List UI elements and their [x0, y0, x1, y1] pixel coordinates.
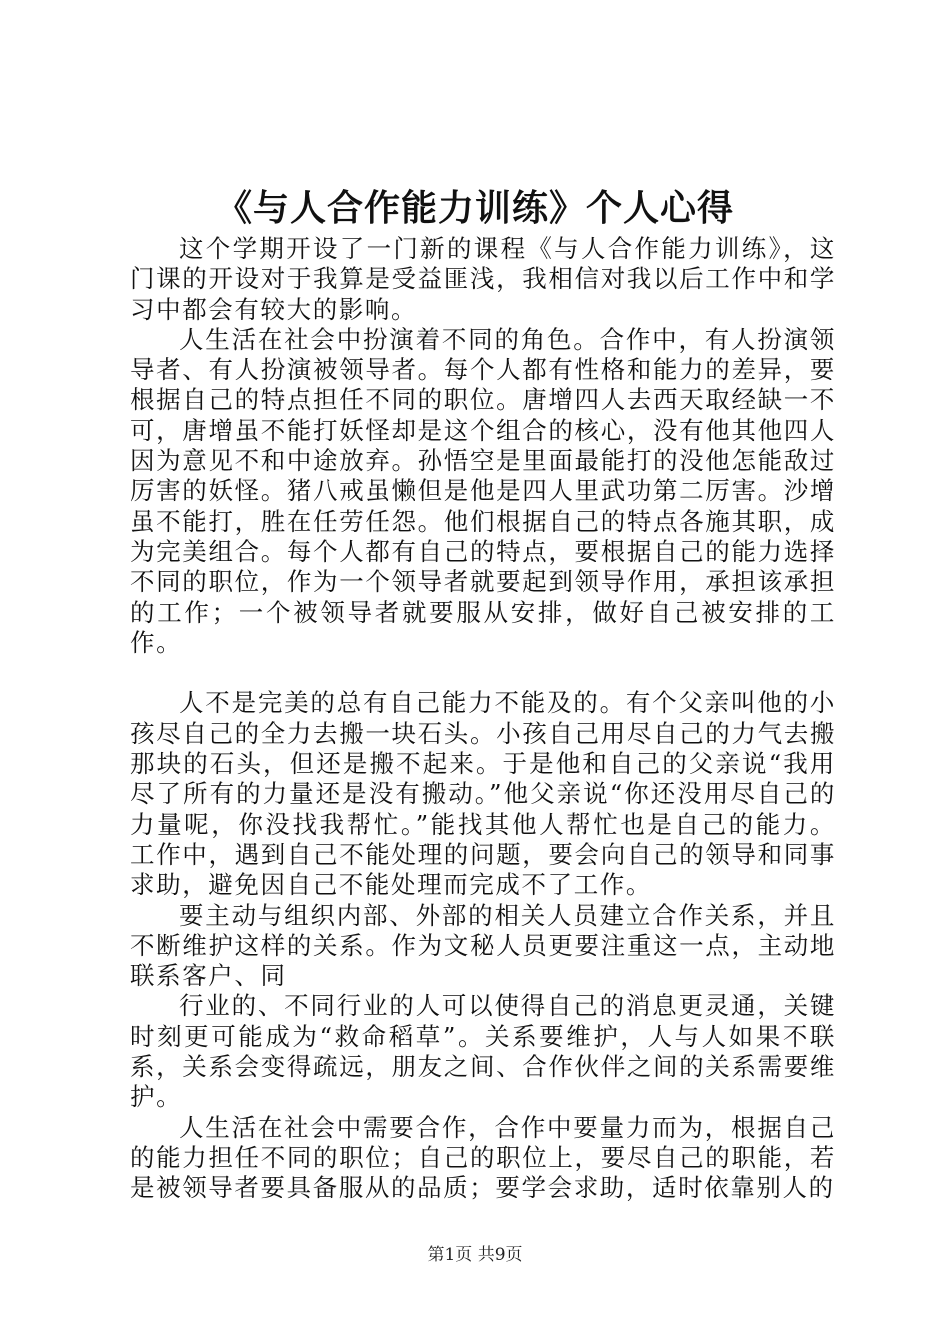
paragraph: 要主动与组织内部、外部的相关人员建立合作关系，并且不断维护这样的关系。作为文秘人员更要注重这一点，主动地联系客户、同	[130, 900, 836, 991]
paragraph: 人生活在社会中扮演着不同的角色。合作中，有人扮演领导者、有人扮演被领导者。每个人都有性格和能力的差异，要根据自己的特点担任不同的职位。唐增四人去西天取经缺一不可，唐增虽不能打妖怪却是这个组合的核心，没有他其他四人因为意见不和中途放弃。孙悟空是里面最能打的没他怎能敌过厉害的妖怪。猪八戒虽懒但是他是四人里武功第二厉害。沙增虽不能打，胜在任劳任怨。他们根据自己的特点各施其职，成为完美组合。每个人都有自己的特点，要根据自己的能力选择不同的职位，作为一个领导者就要起到领导作用，承担该承担的工作；一个被领导者就要服从安排，做好自己被安排的工作。	[130, 324, 836, 657]
paragraph: 这个学期开设了一门新的课程《与人合作能力训练》，这门课的开设对于我算是受益匪浅，我相信对我以后工作中和学习中都会有较大的影响。	[130, 234, 836, 324]
page-number-footer: 第1页 共9页	[427, 1245, 523, 1265]
document-body	[130, 234, 836, 1204]
paragraph: 人不是完美的总有自己能力不能及的。有个父亲叫他的小孩尽自己的全力去搬一块石头。小孩自己用尽自己的力气去搬那块的石头，但还是搬不起来。于是他和自己的父亲说“我用尽了所有的力量还是没有搬动。”他父亲说“你还没用尽自己的力量呢，你没找我帮忙。”能找其他人帮忙也是自己的能力。工作中，遇到自己不能处理的问题，要会向自己的领导和同事求助，避免因自己不能处理而完成不了工作。	[130, 688, 836, 900]
paragraph: 人生活在社会中需要合作，合作中要量力而为，根据自己的能力担任不同的职位；自己的职位上，要尽自己的职能，若是被领导者要具备服从的品质；要学会求助，适时依靠别人的	[130, 1112, 836, 1203]
paragraph: 行业的、不同行业的人可以使得自己的消息更灵通，关键时刻更可能成为“救命稻草”。关系要维护，人与人如果不联系，关系会变得疏远，朋友之间、合作伙伴之间的关系需要维护。	[130, 991, 836, 1112]
document-title: 《与人合作能力训练》个人心得	[215, 187, 734, 229]
